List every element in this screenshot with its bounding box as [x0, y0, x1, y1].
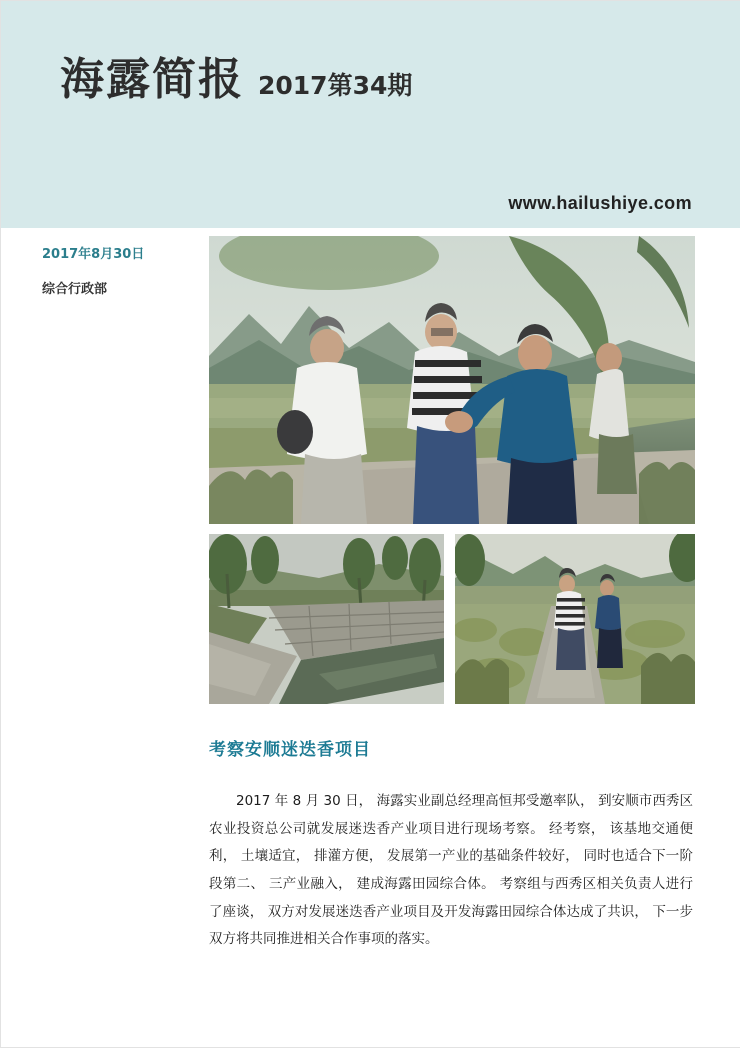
issue-number: 2017第34期 [258, 71, 413, 100]
group-conversation-photo [209, 236, 695, 524]
field-inspection-photo-graphic [455, 534, 695, 704]
publish-date: 2017年8月30日 [42, 247, 145, 262]
department-label: 综合行政部 [42, 282, 108, 297]
article-body: 2017 年 8 月 30 日， 海露实业副总经理高恒邦受邀率队， 到安顺市西秀区农业投资总公司就发展迷迭香产业项目进行现场考察。 经考察， 该基地交通便利， 土壤适宜， 排灌方便， 发展第一产业的基础条件较好， 同时也适合下一阶段第二、 三产业融入， 建成海露田园综合体。 考察组与西秀区相关负责人进行了座谈， 双方对发展迷迭香产业项目及开发海露田园综合体达成了共识， 下一步双方将共同推进相关合作事项的落实。 [209, 793, 693, 948]
website-url[interactable]: www.hailushiye.com [508, 193, 692, 213]
field-inspection-photo [455, 534, 695, 704]
masthead [60, 54, 413, 105]
meta-column [42, 243, 192, 297]
article-title: 考察安顺迷迭香项目 [209, 740, 371, 760]
group-conversation-photo-graphic [209, 236, 695, 524]
irrigation-canal-photo-graphic [209, 534, 444, 704]
irrigation-canal-photo [209, 534, 444, 704]
page-title: 海露简报 [60, 54, 244, 105]
